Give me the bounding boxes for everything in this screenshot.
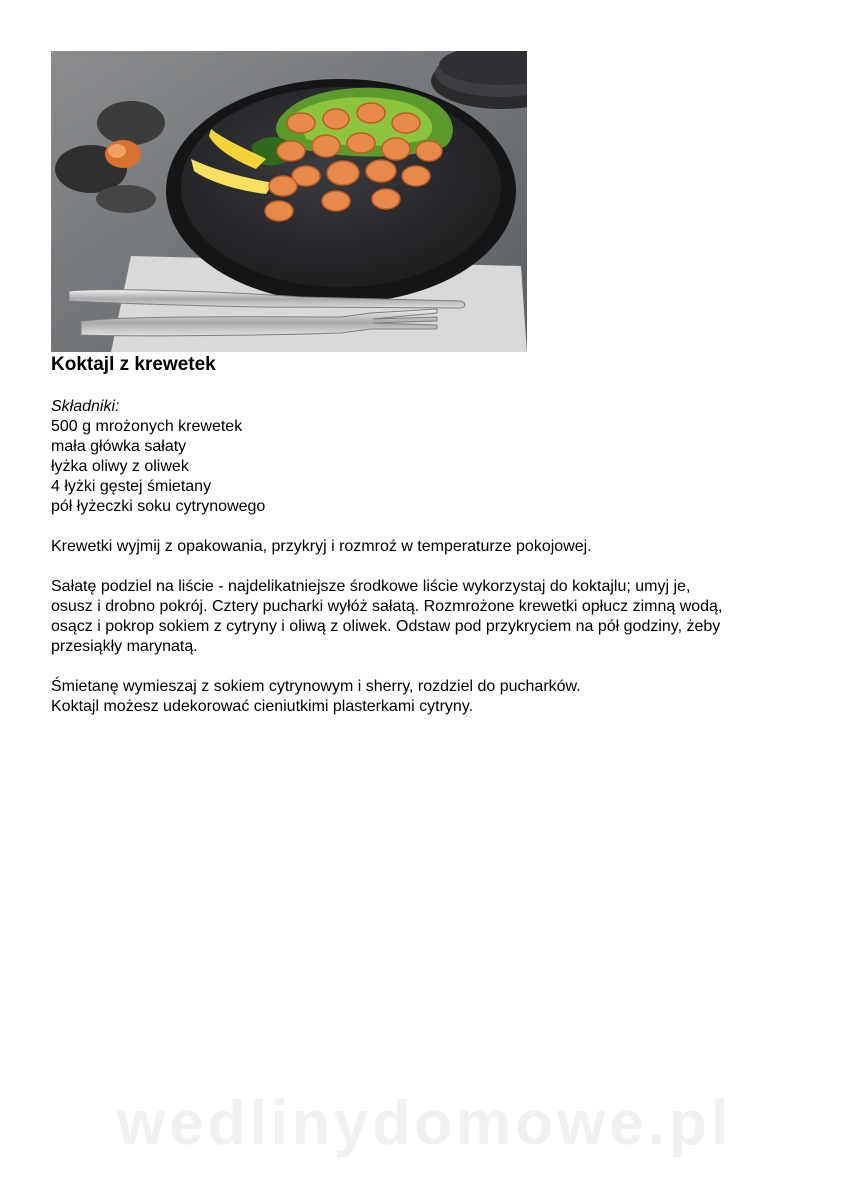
recipe-photo: [51, 51, 527, 352]
step-line: przesiąkły marynatą.: [51, 638, 198, 655]
ingredient-item: mała główka sałaty: [51, 438, 187, 455]
ingredients-list: [51, 417, 811, 517]
step-line: osącz i pokrop sokiem z cytryny i oliwą z oliwek. Odstaw pod przykryciem na pół godziny, żeby: [51, 618, 721, 635]
step-line: Koktajl możesz udekorować cieniutkimi plasterkami cytryny.: [51, 698, 474, 715]
step-paragraph: [51, 537, 811, 557]
ingredient-item: 500 g mrożonych krewetek: [51, 418, 243, 435]
step-line: Krewetki wyjmij z opakowania, przykryj i rozmroź w temperaturze pokojowej.: [51, 538, 592, 555]
recipe-body: [51, 397, 811, 717]
ingredient-item: pół łyżeczki soku cytrynowego: [51, 498, 266, 515]
step-line: Śmietanę wymieszaj z sokiem cytrynowym i sherry, rozdziel do pucharków.: [51, 678, 581, 695]
ingredient-item: 4 łyżki gęstej śmietany: [51, 478, 212, 495]
step-line: Sałatę podziel na liście - najdelikatniejsze środkowe liście wykorzystaj do koktajlu; umyj je,: [51, 578, 691, 595]
ingredient-item: łyżka oliwy z oliwek: [51, 458, 189, 475]
ingredients-label: Składniki:: [51, 398, 120, 415]
step-paragraph: [51, 577, 811, 657]
recipe-title: Koktajl z krewetek: [51, 354, 216, 375]
step-line: osusz i drobno pokrój. Cztery pucharki wyłóż sałatą. Rozmrożone krewetki opłucz zimną wodą,: [51, 598, 723, 615]
site-watermark: wedlinydomowe.pl: [116, 1089, 733, 1158]
step-paragraph: [51, 677, 811, 717]
